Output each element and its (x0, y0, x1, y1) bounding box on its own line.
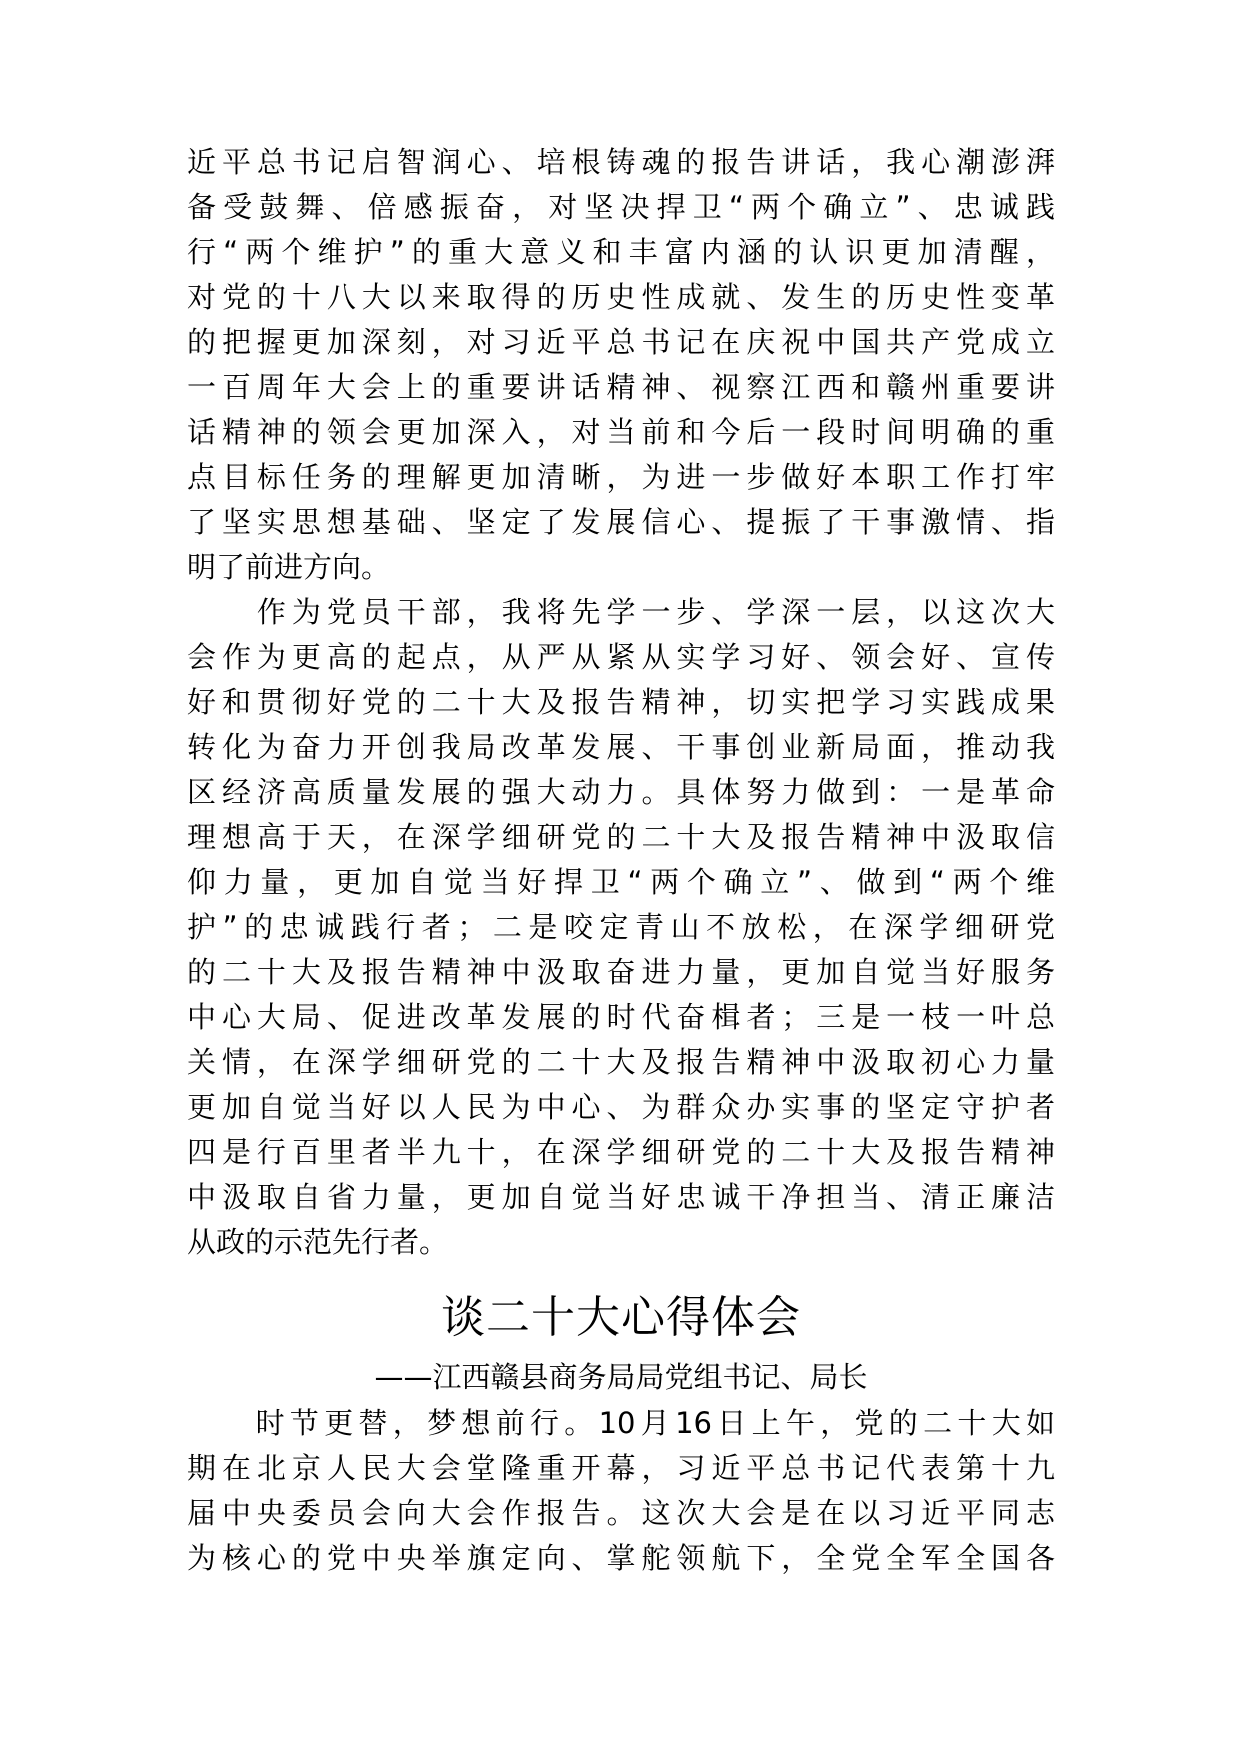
text-line: 明了前进方向。 (187, 550, 391, 584)
text-line: 四是行百里者半九十，在深学细研党的二十大及报告精神 (187, 1135, 1055, 1169)
article-title: 谈二十大心得体会 (441, 1292, 801, 1343)
text-line: 护”的忠诚践行者；二是咬定青山不放松，在深学细研党 (187, 910, 1055, 944)
text-line: 关情，在深学细研党的二十大及报告精神中汲取初心力量 (187, 1045, 1055, 1079)
text-line: 转化为奋力开创我局改革发展、干事创业新局面，推动我 (187, 730, 1055, 764)
text-line: 行“两个维护”的重大意义和丰富内涵的认识更加清醒， (187, 235, 1055, 269)
text-line: 从政的示范先行者。 (187, 1225, 449, 1259)
text-line: 点目标任务的理解更加清晰，为进一步做好本职工作打牢 (187, 460, 1055, 494)
text-line: 理想高于天，在深学细研党的二十大及报告精神中汲取信 (187, 820, 1055, 854)
text-line: 一百周年大会上的重要讲话精神、视察江西和赣州重要讲 (187, 370, 1055, 404)
text-line: 时节更替，梦想前行。10月16日上午，党的二十大如 (187, 1406, 1055, 1440)
text-line: 的把握更加深刻，对习近平总书记在庆祝中国共产党成立 (187, 325, 1055, 359)
text-line: 仰力量，更加自觉当好捍卫“两个确立”、做到“两个维 (187, 865, 1055, 899)
article-subtitle: ——江西赣县商务局局党组书记、局长 (374, 1360, 868, 1394)
text-line: 的二十大及报告精神中汲取奋进力量，更加自觉当好服务 (187, 955, 1055, 989)
text-line: 为核心的党中央举旗定向、掌舵领航下，全党全军全国各 (187, 1541, 1055, 1575)
text-line: 了坚实思想基础、坚定了发展信心、提振了干事激情、指 (187, 505, 1055, 539)
text-line: 期在北京人民大会堂隆重开幕，习近平总书记代表第十九 (187, 1451, 1055, 1485)
text-line: 中心大局、促进改革发展的时代奋楫者；三是一枝一叶总 (187, 1000, 1055, 1034)
text-line: 对党的十八大以来取得的历史性成就、发生的历史性变革 (187, 280, 1055, 314)
text-line: 近平总书记启智润心、培根铸魂的报告讲话，我心潮澎湃 (187, 145, 1055, 179)
paragraph-3 (187, 1401, 1055, 1581)
text-line: 话精神的领会更加深入，对当前和今后一段时间明确的重 (187, 415, 1055, 449)
text-line: 作为党员干部，我将先学一步、学深一层，以这次大 (187, 595, 1055, 629)
text-line: 中汲取自省力量，更加自觉当好忠诚干净担当、清正廉洁 (187, 1180, 1055, 1214)
text-line: 届中央委员会向大会作报告。这次大会是在以习近平同志 (187, 1496, 1055, 1530)
text-line: 会作为更高的起点，从严从紧从实学习好、领会好、宣传 (187, 640, 1055, 674)
paragraph-2 (187, 590, 1055, 1265)
text-line: 备受鼓舞、倍感振奋，对坚决捍卫“两个确立”、忠诚践 (187, 190, 1055, 224)
text-line: 区经济高质量发展的强大动力。具体努力做到：一是革命 (187, 775, 1055, 809)
paragraph-1 (187, 140, 1055, 590)
document-page (187, 140, 1055, 1581)
text-line: 更加自觉当好以人民为中心、为群众办实事的坚定守护者 (187, 1090, 1055, 1124)
text-line: 好和贯彻好党的二十大及报告精神，切实把学习实践成果 (187, 685, 1055, 719)
